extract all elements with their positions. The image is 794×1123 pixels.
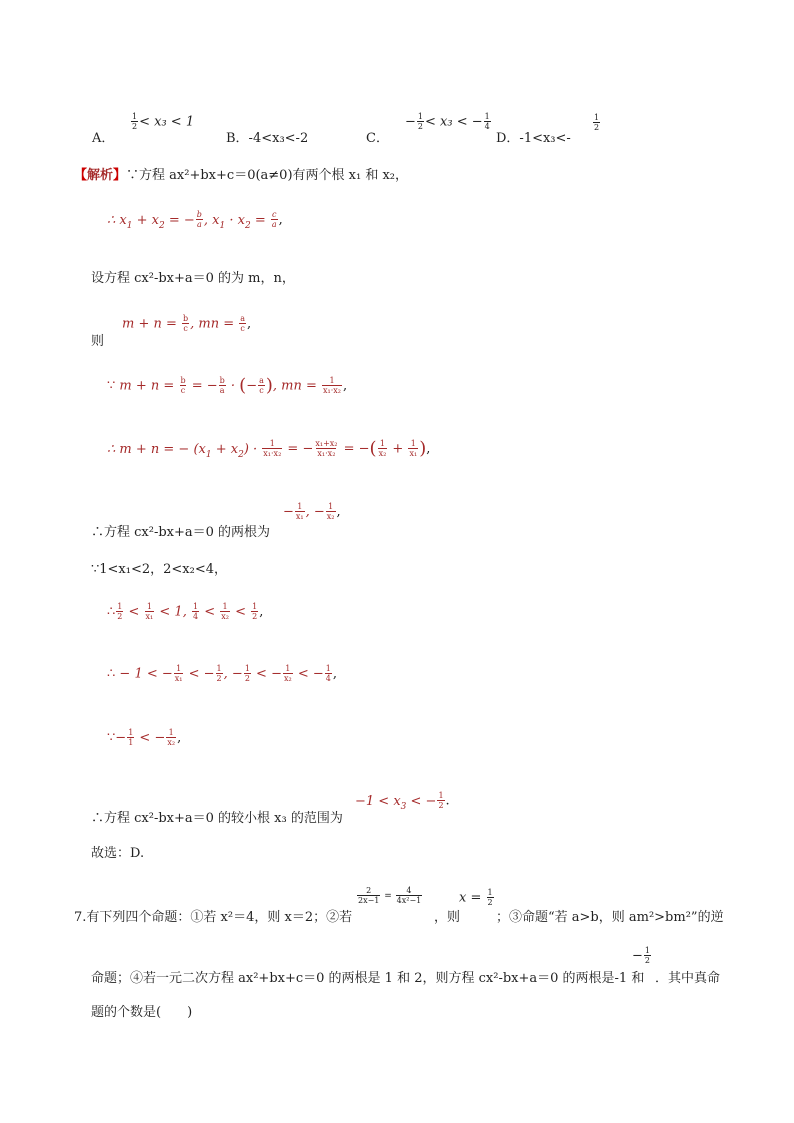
option-c-label: C． <box>366 131 389 146</box>
solution-line-2-math: ∴ $x_1 + x_2$ = − $\frac{b}{a}$ , $x_1 \cdot x_2$ = $\frac{c}{a}$ , <box>107 210 283 231</box>
solution-line-5-math: ∵ m + n = $\frac{b}{c}$ = − $\frac{b}{a}$ · (− $\frac{a}{c}$ ), mn = $\frac{1}{\text{x₁·x₂}}$ , <box>107 375 348 396</box>
solution-line-13: 故选：D. <box>91 846 145 861</box>
solution-line-1: 【解析】∵方程 ax²+bx+c＝0(a≠0)有两个根 x₁ 和 x₂， <box>74 168 409 183</box>
solution-line-11-math: ∵− $\frac{1}{1}$ < − $\frac{1}{\text{x₂}}$ , <box>107 728 182 747</box>
option-a-math: $\frac{1}{2}$ < x₃ < 1 <box>132 112 195 131</box>
solution-line-6-math: ∴ m + n = − $(x_1 + x_2)$ · $\frac{1}{\text{x₁·x₂}}$ = − $\frac{\text{x₁+x₂}}{\text{x₁·x₂}}$ = −( $\frac{1}{\text{x₂}}$ + $\frac{1}{\text{x₁}}$ ), <box>107 438 431 460</box>
solution-tag: 【解析】 <box>74 168 127 183</box>
fraction: $\frac{1}{2}$ <box>132 112 138 131</box>
option-c-math: − $\frac{1}{2}$ < x₃ < − $\frac{1}{4}$ <box>405 112 490 131</box>
option-b: B．-4<x₃<-2 <box>226 131 309 146</box>
q7-line-2-end: ．其中真命 <box>655 971 721 986</box>
option-d-fraction: $\frac{1}{2}$ <box>594 113 600 132</box>
q7-x-value: x = $\frac{1}{2}$ <box>459 888 493 907</box>
solution-line-4-math: m + n = $\frac{b}{c}$ , mn = $\frac{a}{c}$ , <box>122 314 252 333</box>
solution-line-9-math: ∴ $\frac{1}{2}$ < $\frac{1}{\text{x₁}}$ < 1, $\frac{1}{4}$ < $\frac{1}{\text{x₂}}$ < $\frac{1}{2}$ , <box>107 602 264 621</box>
solution-line-4-prefix: 则 <box>91 334 105 349</box>
solution-line-12-text: ∴方程 cx²-bx+a＝0 的较小根 x₃ 的范围为 <box>91 811 343 826</box>
q7-line-1c: ；③命题“若 a>b，则 am²>bm²”的逆 <box>496 910 724 925</box>
q7-line-2: 命题；④若一元二次方程 ax²+bx+c＝0 的两根是 1 和 2，则方程 cx²-bx+a＝0 的两根是-1 和 <box>91 971 645 986</box>
option-a-label: A． <box>92 131 115 146</box>
solution-line-7-math: − $\frac{1}{\text{x₁}}$ , − $\frac{1}{\text{x₂}}$ , <box>283 502 341 521</box>
solution-line-3: 设方程 cx²-bx+a＝0 的为 m，n， <box>91 271 295 286</box>
q7-line-1a: 7.有下列四个命题：①若 x²＝4，则 x＝2；②若 <box>74 910 353 925</box>
q7-line-1b: ，则 <box>434 910 461 925</box>
option-d: D．-1<x₃<- <box>496 131 571 146</box>
q7-equation: $\frac{2}{2x-1}$ = $\frac{4}{\text{4x²−1}}$ <box>358 886 422 905</box>
solution-line-8: ∵1<x₁<2，2<x₂<4， <box>91 562 228 577</box>
q7-neg-half: − $\frac{1}{2}$ <box>632 946 650 965</box>
solution-line-7-text: ∴方程 cx²-bx+a＝0 的两根为 <box>91 525 271 540</box>
solution-line-12-math: $-1 < x_3$ < − $\frac{1}{2}$ . <box>355 791 450 812</box>
q7-line-3: 题的个数是( ) <box>91 1005 193 1020</box>
solution-line-10-math: ∴ − 1 < − $\frac{1}{\text{x₁}}$ < − $\frac{1}{2}$ , − $\frac{1}{2}$ < − $\frac{1}{\text{x₂}}$ < − $\frac{1}{4}$ , <box>107 664 337 683</box>
